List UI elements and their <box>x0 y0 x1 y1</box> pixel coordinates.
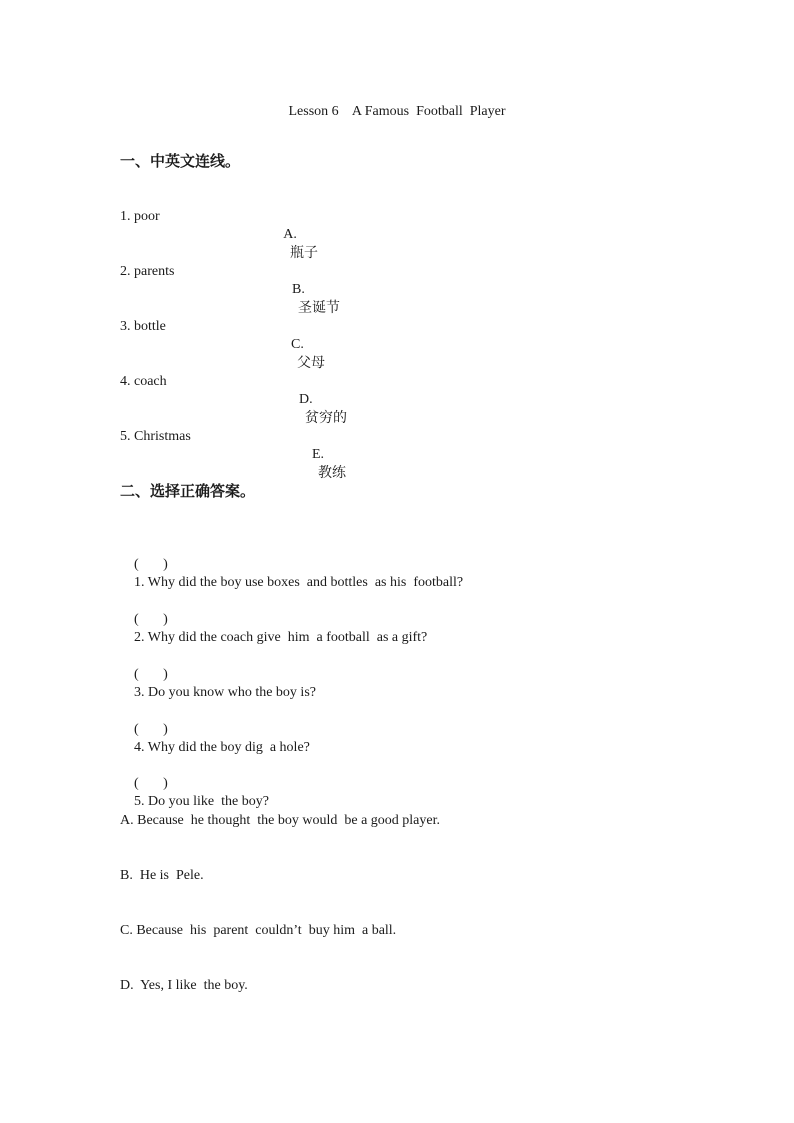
match-right-e <box>305 428 346 483</box>
match-right-letter: C. <box>291 337 304 352</box>
match-right-letter: D. <box>299 392 313 407</box>
question-2 <box>127 593 427 647</box>
question-1 <box>127 538 463 592</box>
answer-blank[interactable]: ( ) <box>134 722 168 737</box>
match-right-c <box>284 318 325 373</box>
match-right-word: 圣诞节 <box>298 300 340 316</box>
match-left-5: 5. Christmas <box>120 429 191 444</box>
question-3 <box>127 648 316 702</box>
option-d: D. Yes, I like the boy. <box>120 978 248 993</box>
match-right-letter: E. <box>312 447 325 462</box>
match-right-a <box>277 208 318 263</box>
question-text: 4. Why did the boy dig a hole? <box>134 740 310 755</box>
answer-blank[interactable]: ( ) <box>134 557 168 572</box>
match-right-word: 瓶子 <box>290 245 318 261</box>
match-right-letter: A. <box>283 227 297 242</box>
match-right-word: 父母 <box>297 355 325 371</box>
match-left-3: 3. bottle <box>120 319 166 334</box>
question-text: 2. Why did the coach give him a football as a gift? <box>134 630 428 645</box>
question-text: 1. Why did the boy use boxes and bottles as his football? <box>134 575 464 590</box>
section-1-heading: 一、中英文连线。 <box>120 152 241 170</box>
question-text: 3. Do you know who the boy is? <box>134 685 316 700</box>
answer-blank[interactable]: ( ) <box>134 667 168 682</box>
option-c: C. Because his parent couldn’t buy him a ball. <box>120 923 397 938</box>
match-right-b <box>285 263 340 318</box>
answer-blank[interactable]: ( ) <box>134 776 168 791</box>
option-b: B. He is Pele. <box>120 868 204 883</box>
match-right-word: 贫穷的 <box>305 410 347 426</box>
question-4 <box>127 703 310 757</box>
match-left-2: 2. parents <box>120 264 175 279</box>
match-right-d <box>292 373 347 428</box>
section-2-heading: 二、选择正确答案。 <box>120 482 256 500</box>
match-left-4: 4. coach <box>120 374 167 389</box>
question-text: 5. Do you like the boy? <box>134 794 269 809</box>
match-right-word: 教练 <box>318 465 346 481</box>
answer-blank[interactable]: ( ) <box>134 612 168 627</box>
match-left-1: 1. poor <box>120 209 160 224</box>
question-5 <box>127 757 269 811</box>
page-title: Lesson 6 A Famous Football Player <box>288 104 506 119</box>
option-a: A. Because he thought the boy would be a good player. <box>120 813 440 828</box>
match-right-letter: B. <box>292 282 305 297</box>
